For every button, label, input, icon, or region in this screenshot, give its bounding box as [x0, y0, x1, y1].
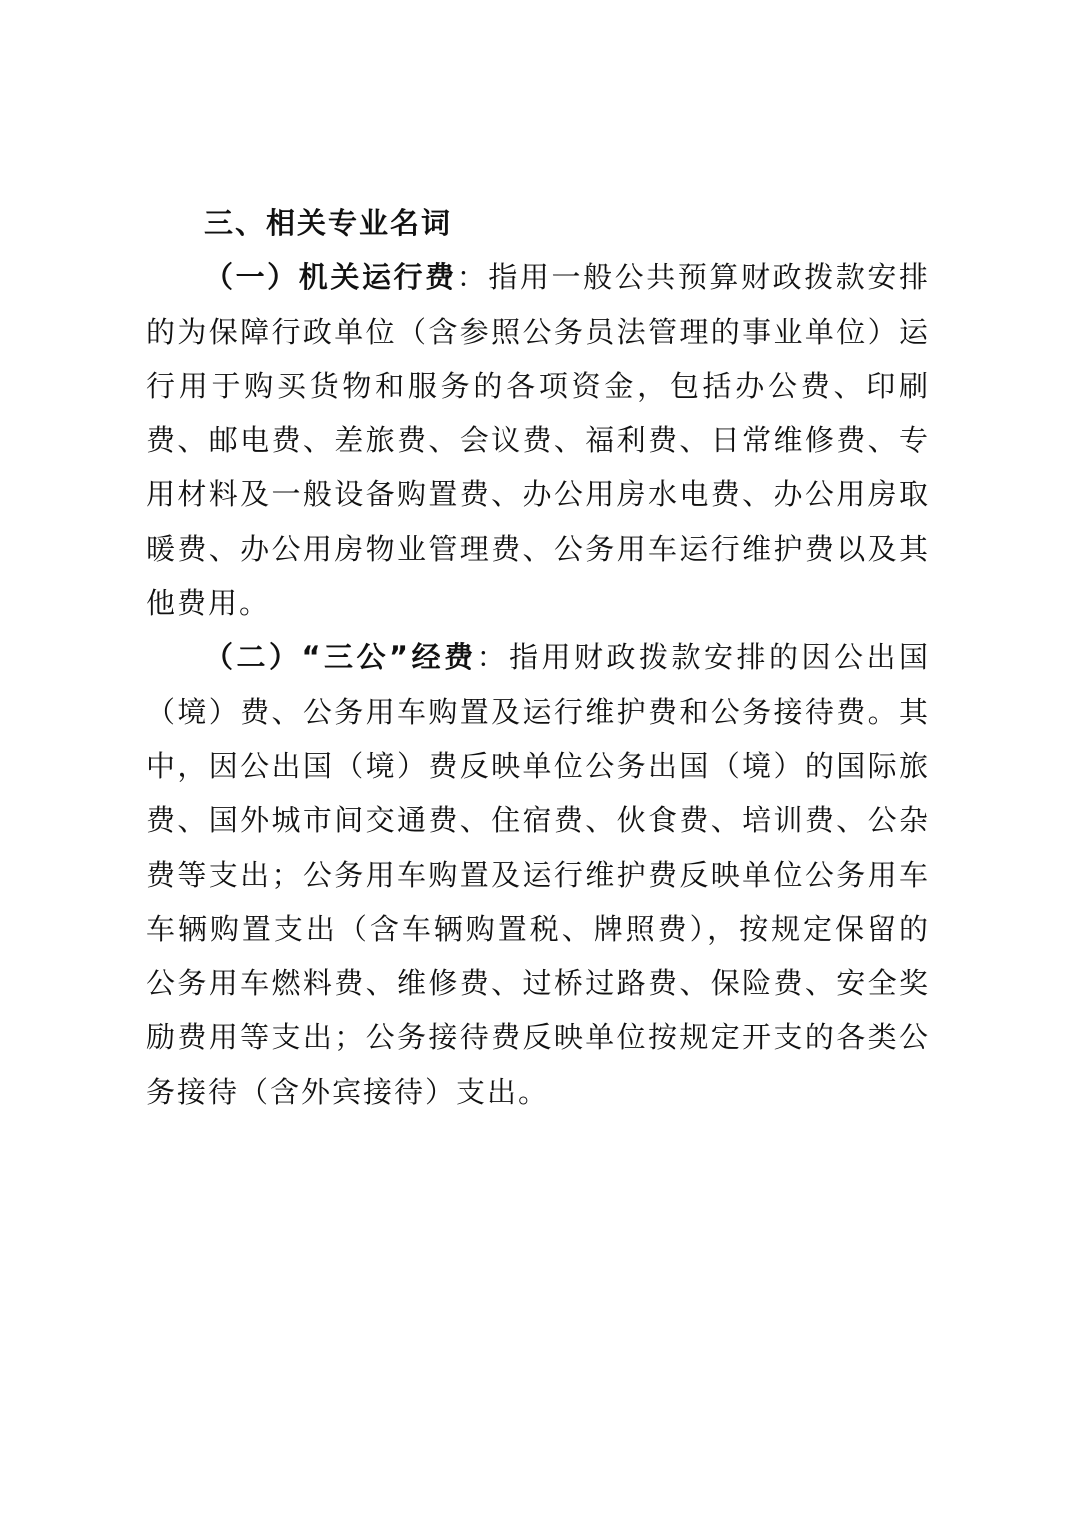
term-colon: ： — [476, 640, 510, 675]
paragraph-operating-expenses — [146, 250, 930, 630]
term-three-public-expenses: （二）“三公”经费 — [204, 640, 477, 675]
definition-operating-expenses: 指用一般公共预算财政拨款安排的为保障行政单位（含参照公务员法管理的事业单位）运行用于购买货物和服务的各项资金，包括办公费、印刷费、邮电费、差旅费、会议费、福利费、日常维修费、专用材料及一般设备购置费、办公用房水电费、办公用房取暖费、办公用房物业管理费、公务用车运行维护费以及其他费用。 — [146, 260, 930, 621]
document-body — [146, 196, 930, 1119]
term-colon: ： — [456, 260, 489, 295]
section-heading: 三、相关专业名词 — [204, 206, 453, 240]
paragraph-three-public-expenses — [146, 630, 930, 1119]
definition-three-public-expenses: 指用财政拨款安排的因公出国（境）费、公务用车购置及运行维护费和公务接待费。其中，因公出国（境）费反映单位公务出国（境）的国际旅费、国外城市间交通费、住宿费、伙食费、培训费、公杂费等支出；公务用车购置及运行维护费反映单位公务用车车辆购置支出（含车辆购置税、牌照费），按规定保留的公务用车燃料费、维修费、过桥过路费、保险费、安全奖励费用等支出；公务接待费反映单位按规定开支的各类公务接待（含外宾接待）支出。 — [146, 640, 930, 1109]
term-operating-expenses: （一）机关运行费 — [204, 260, 457, 295]
